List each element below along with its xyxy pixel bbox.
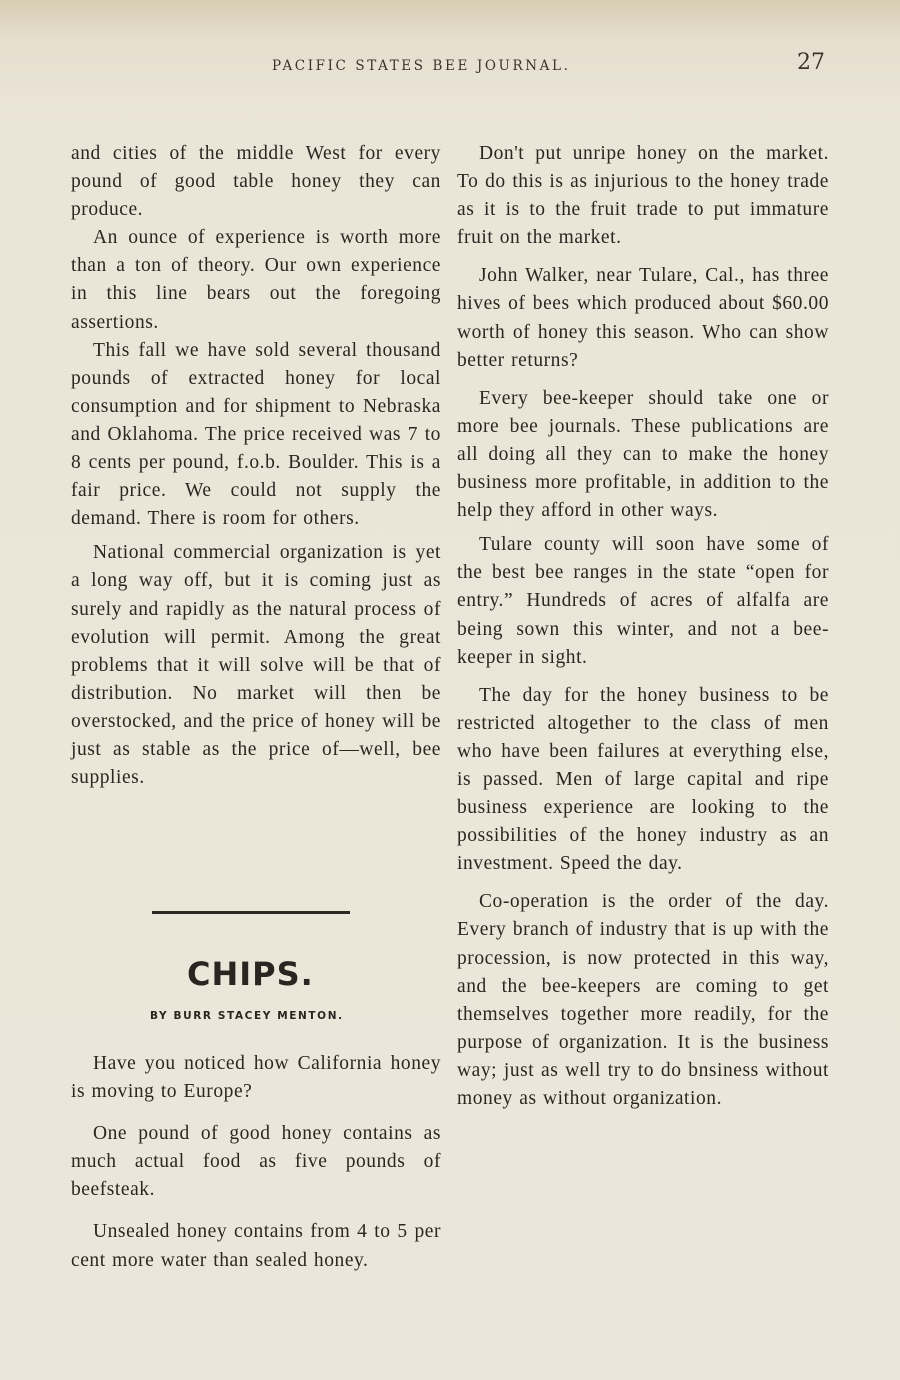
chips-title: CHIPS. <box>187 955 314 993</box>
page-header <box>0 50 900 80</box>
chip-paragraph: Have you noticed how California honey is moving to Europe? <box>71 1053 441 1103</box>
article-paragraph: This fall we have sold several thousand pounds of extracted honey for local consumption and for shipment to Nebraska and Oklahoma. The price received was 7 to 8 cents per pound, f.o.b. Boulder. This is a fair price. We could not supply the demand. There is room for others. <box>71 339 441 530</box>
page-number: 27 <box>797 50 825 75</box>
chip-paragraph: The day for the honey business to be restricted altogether to the class of men who have been failures at everything else, is passed. Men of large capital and ripe business experience are looking to the possibilities of the honey industry as an investment. Speed the day. <box>457 684 829 875</box>
article-paragraph: and cities of the middle West for every pound of good table honey they can produce. <box>71 143 441 221</box>
running-head: PACIFIC STATES BEE JOURNAL. <box>272 58 571 74</box>
chip-paragraph: Co-operation is the order of the day. Every branch of industry that is up with the procession, is now protected in this way, and the bee-keepers are coming to get themselves together more readily, for the purpose of organization. It is the business way; just as well try to do bnsiness without money as without organization. <box>457 891 829 1109</box>
chip-paragraph: One pound of good honey contains as much actual food as five pounds of beefsteak. <box>71 1123 441 1201</box>
byline: BY BURR STACEY MENTON. <box>150 1010 344 1022</box>
left-column <box>71 140 441 792</box>
chip-paragraph: Unsealed honey contains from 4 to 5 per cent more water than sealed honey. <box>71 1221 441 1271</box>
chip-paragraph: John Walker, near Tulare, Cal., has three hives of bees which produced about $60.00 worth of honey this season. Who can show better returns? <box>457 265 829 371</box>
chip-paragraph: Tulare county will soon have some of the best bee ranges in the state “open for entry.” Hundreds of acres of alfalfa are being sown this winter, and not a bee-keeper in sight. <box>457 534 829 668</box>
chip-paragraph: Don't put unripe honey on the market. To do this is as injurious to the honey trade as it is to the fruit trade to put immature fruit on the market. <box>457 143 829 249</box>
right-column <box>457 140 829 1113</box>
article-paragraph: National commercial organization is yet a long way off, but it is coming just as surely and rapidly as the natural process of evolution will permit. Among the great problems that it will solve will be that of distribution. No market will then be overstocked, and the price of honey will be just as stable as the price of—well, bee supplies. <box>71 542 441 789</box>
chips-column <box>71 1050 441 1289</box>
chip-paragraph: Every bee-keeper should take one or more bee journals. These publications are all doing all they can to make the honey business more profitable, in addition to the help they afford in other ways. <box>457 387 829 522</box>
section-divider <box>152 911 350 914</box>
article-paragraph: An ounce of experience is worth more than a ton of theory. Our own experience in this line bears out the foregoing assertions. <box>71 227 441 333</box>
